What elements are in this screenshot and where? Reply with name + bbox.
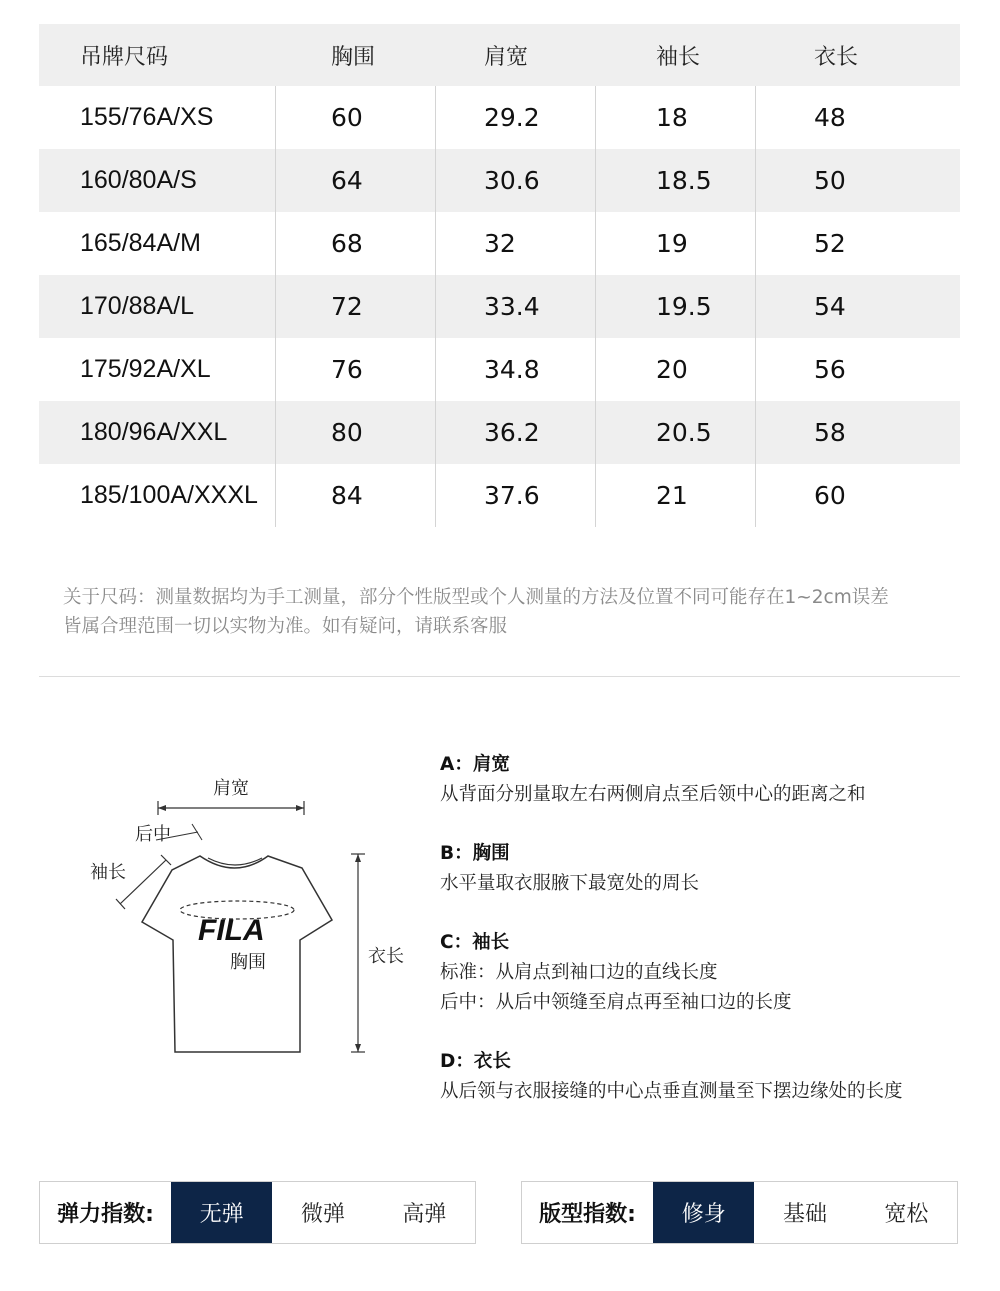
cell-tag-size: 180/96A/XXL bbox=[39, 401, 276, 464]
table-row bbox=[39, 464, 960, 527]
measurement-definitions bbox=[440, 750, 970, 1136]
definition-shoulder bbox=[440, 750, 970, 810]
definition-title: B：胸围 bbox=[440, 843, 510, 864]
definition-sleeve bbox=[440, 928, 970, 1018]
table-row bbox=[39, 275, 960, 338]
cell-sleeve: 18.5 bbox=[596, 149, 756, 212]
cell-length: 56 bbox=[814, 355, 846, 384]
cell-length: 50 bbox=[814, 166, 846, 195]
measurement-diagram bbox=[80, 760, 420, 1080]
header-chest: 胸围 bbox=[331, 44, 376, 70]
elasticity-label: 弹力指数: bbox=[57, 1202, 154, 1227]
cell-shoulder: 34.8 bbox=[436, 338, 596, 401]
size-table bbox=[39, 24, 960, 527]
cell-shoulder: 37.6 bbox=[436, 464, 596, 527]
cell-tag-size: 160/80A/S bbox=[39, 149, 276, 212]
cell-chest: 68 bbox=[276, 212, 436, 275]
table-row bbox=[39, 401, 960, 464]
size-note-line-2: 皆属合理范围一切以实物为准。如有疑问，请联系客服 bbox=[63, 616, 508, 637]
fila-logo: FILA bbox=[198, 914, 265, 947]
cell-tag-size: 170/88A/L bbox=[39, 275, 276, 338]
table-row bbox=[39, 212, 960, 275]
cell-shoulder: 30.6 bbox=[436, 149, 596, 212]
elasticity-option-slight[interactable]: 微弹 bbox=[301, 1202, 346, 1227]
cell-shoulder: 36.2 bbox=[436, 401, 596, 464]
cell-sleeve: 20.5 bbox=[596, 401, 756, 464]
fit-label: 版型指数: bbox=[539, 1202, 636, 1227]
definition-length bbox=[440, 1047, 970, 1107]
section-divider bbox=[39, 676, 960, 677]
elasticity-index bbox=[39, 1181, 476, 1244]
cell-length: 54 bbox=[814, 292, 846, 321]
definition-title: A：肩宽 bbox=[440, 754, 510, 775]
definition-line: 后中：从后中领缝至肩点再至袖口边的长度 bbox=[440, 992, 792, 1013]
cell-shoulder: 33.4 bbox=[436, 275, 596, 338]
cell-chest: 76 bbox=[276, 338, 436, 401]
header-tag-size: 吊牌尺码 bbox=[80, 43, 169, 69]
cell-sleeve: 21 bbox=[596, 464, 756, 527]
cell-sleeve: 20 bbox=[596, 338, 756, 401]
cell-length: 48 bbox=[814, 103, 846, 132]
cell-shoulder: 32 bbox=[436, 212, 596, 275]
cell-tag-size: 175/92A/XL bbox=[39, 338, 276, 401]
definition-line: 水平量取衣服腋下最宽处的周长 bbox=[440, 873, 700, 894]
fit-option-regular[interactable]: 基础 bbox=[783, 1202, 828, 1227]
elasticity-option-high[interactable]: 高弹 bbox=[402, 1202, 447, 1227]
fit-option-loose[interactable]: 宽松 bbox=[884, 1202, 929, 1227]
fit-index bbox=[521, 1181, 958, 1244]
table-row bbox=[39, 149, 960, 212]
size-note-line-1: 关于尺码：测量数据均为手工测量，部分个性版型或个人测量的方法及位置不同可能存在1~2cm误差 bbox=[63, 587, 889, 608]
table-row bbox=[39, 86, 960, 149]
cell-sleeve: 19 bbox=[596, 212, 756, 275]
label-sleeve: 袖长 bbox=[90, 862, 126, 883]
definition-line: 从后领与衣服接缝的中心点垂直测量至下摆边缘处的长度 bbox=[440, 1081, 903, 1102]
cell-shoulder: 29.2 bbox=[436, 86, 596, 149]
cell-tag-size: 155/76A/XS bbox=[39, 86, 276, 149]
cell-chest: 60 bbox=[276, 86, 436, 149]
header-sleeve: 袖长 bbox=[656, 44, 701, 70]
cell-chest: 84 bbox=[276, 464, 436, 527]
cell-tag-size: 185/100A/XXXL bbox=[39, 464, 276, 527]
cell-sleeve: 19.5 bbox=[596, 275, 756, 338]
label-chest: 胸围 bbox=[230, 952, 266, 973]
header-shoulder: 肩宽 bbox=[484, 44, 529, 70]
label-shoulder: 肩宽 bbox=[213, 778, 249, 799]
cell-sleeve: 18 bbox=[596, 86, 756, 149]
cell-tag-size: 165/84A/M bbox=[39, 212, 276, 275]
cell-chest: 64 bbox=[276, 149, 436, 212]
definition-title: C：袖长 bbox=[440, 932, 510, 953]
cell-length: 58 bbox=[814, 418, 846, 447]
definition-line: 标准：从肩点到袖口边的直线长度 bbox=[440, 962, 718, 983]
definition-line: 从背面分别量取左右两侧肩点至后领中心的距离之和 bbox=[440, 784, 866, 805]
elasticity-option-none[interactable]: 无弹 bbox=[171, 1182, 272, 1243]
label-back-center: 后中 bbox=[135, 824, 171, 845]
definition-title: D：衣长 bbox=[440, 1051, 511, 1072]
fit-option-slim[interactable]: 修身 bbox=[653, 1182, 754, 1243]
cell-chest: 72 bbox=[276, 275, 436, 338]
label-length: 衣长 bbox=[368, 946, 404, 967]
table-header-row bbox=[39, 24, 960, 86]
tshirt-icon bbox=[80, 760, 420, 1080]
cell-chest: 80 bbox=[276, 401, 436, 464]
cell-length: 52 bbox=[814, 229, 846, 258]
header-length: 衣长 bbox=[814, 44, 859, 70]
table-row bbox=[39, 338, 960, 401]
definition-chest bbox=[440, 839, 970, 899]
cell-length: 60 bbox=[814, 481, 846, 510]
size-note bbox=[63, 583, 963, 641]
